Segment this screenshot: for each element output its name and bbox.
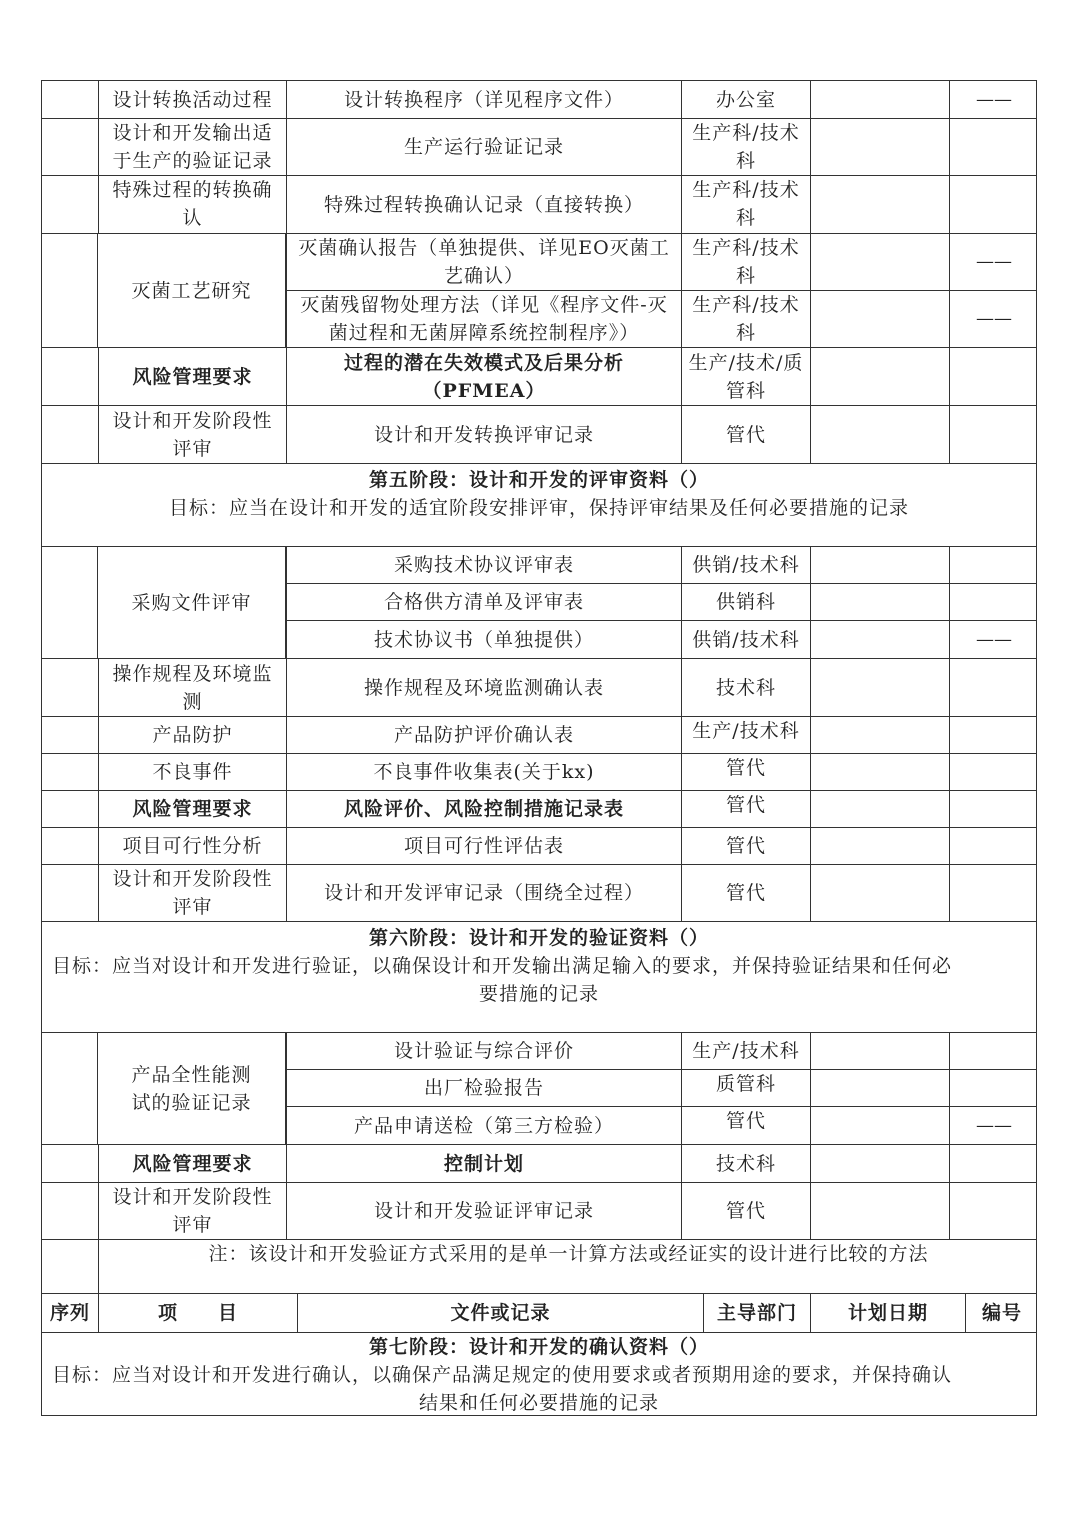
- header-dept: 主导部门: [703, 1294, 810, 1332]
- dept-cell: 供销/技术科: [681, 621, 810, 658]
- dept-cell: 生产/技术科: [681, 717, 810, 753]
- dept-cell: 生产科/技术科: [681, 119, 810, 175]
- table-row: [41, 827, 1037, 864]
- performance-item-cell: 产品全性能测试的验证记录: [97, 1033, 286, 1144]
- table-row: [41, 864, 1037, 921]
- no-cell: [949, 1033, 1038, 1069]
- date-cell: [810, 406, 949, 463]
- doc-cell: 合格供方清单及评审表: [286, 584, 681, 620]
- dept-cell: 生产/技术/质管科: [681, 348, 810, 405]
- stage-7-goal-cont: 结果和任何必要措施的记录: [418, 1392, 659, 1414]
- doc-cell: 操作规程及环境监测确认表: [286, 659, 681, 716]
- doc-cell: 特殊过程转换确认记录（直接转换）: [286, 176, 681, 233]
- header-doc: 文件或记录: [297, 1294, 703, 1332]
- dept-cell: 办公室: [681, 81, 810, 118]
- item-cell: 设计转换活动过程: [98, 81, 286, 118]
- item-cell: 设计和开发阶段性评审: [98, 406, 286, 463]
- purchase-group: [41, 546, 1037, 658]
- stage-5-goal: 目标：应当在设计和开发的适宜阶段安排评审，保持评审结果及任何必要措施的记录: [168, 497, 909, 519]
- header-item: 项 目: [98, 1294, 297, 1332]
- table-row: [41, 405, 1037, 463]
- item-cell: 项目可行性分析: [98, 828, 286, 864]
- date-cell: [810, 584, 949, 620]
- date-cell: [810, 754, 949, 790]
- doc-cell: 设计和开发转换评审记录: [286, 406, 681, 463]
- dept-cell: 生产科/技术科: [681, 176, 810, 233]
- no-cell: [949, 754, 1038, 790]
- date-cell: [810, 791, 949, 827]
- item-cell: 设计和开发阶段性评审: [98, 865, 286, 921]
- no-cell: [949, 119, 1038, 175]
- table-row: [41, 80, 1037, 118]
- item-cell: 风险管理要求: [98, 348, 286, 405]
- date-cell: [810, 717, 949, 753]
- stage-5-section: [41, 463, 1037, 546]
- dept-cell: 质管科: [681, 1070, 810, 1106]
- doc-cell: 出厂检验报告: [286, 1070, 681, 1106]
- no-cell: [949, 828, 1038, 864]
- dept-cell: 供销/技术科: [681, 547, 810, 583]
- table-row: [41, 175, 1037, 233]
- doc-cell: 灭菌残留物处理方法（详见《程序文件-灭菌过程和无菌屏障系统控制程序》）: [286, 291, 681, 347]
- no-cell: [949, 547, 1038, 583]
- table-row: [41, 1182, 1037, 1239]
- date-cell: [810, 1107, 949, 1144]
- date-cell: [810, 176, 949, 233]
- doc-cell: 生产运行验证记录: [286, 119, 681, 175]
- header-no: 编号: [965, 1294, 1038, 1332]
- date-cell: [810, 291, 949, 347]
- no-cell: [949, 176, 1038, 233]
- no-cell: [949, 659, 1038, 716]
- doc-cell: 过程的潜在失效模式及后果分析（PFMEA）: [286, 348, 681, 405]
- sterile-item-cell: 灭菌工艺研究: [97, 234, 286, 347]
- item-cell: 特殊过程的转换确认: [98, 176, 286, 233]
- dept-cell: 生产/技术科: [681, 1033, 810, 1069]
- item-cell: 风险管理要求: [98, 1145, 286, 1182]
- no-cell: ——: [949, 291, 1038, 347]
- dept-cell: 管代: [681, 828, 810, 864]
- sterile-group: [41, 233, 1037, 347]
- doc-cell: 设计和开发验证评审记录: [286, 1183, 681, 1239]
- dept-cell: 管代: [681, 754, 810, 790]
- date-cell: [810, 1033, 949, 1069]
- date-cell: [810, 621, 949, 658]
- doc-cell: 项目可行性评估表: [286, 828, 681, 864]
- dept-cell: 管代: [681, 406, 810, 463]
- stage-6-goal: 目标：应当对设计和开发进行验证，以确保设计和开发输出满足输入的要求，并保持验证结果和任何必: [52, 955, 953, 977]
- item-cell: 产品防护: [98, 717, 286, 753]
- dept-cell: 供销科: [681, 584, 810, 620]
- document-table: [41, 80, 1037, 1416]
- item-cell: 操作规程及环境监测: [98, 659, 286, 716]
- date-cell: [810, 1070, 949, 1106]
- dept-cell: 管代: [681, 865, 810, 921]
- dept-cell: 管代: [681, 1183, 810, 1239]
- table-row: [41, 1144, 1037, 1182]
- table-header-row: [41, 1293, 1037, 1332]
- item-cell: 设计和开发阶段性评审: [98, 1183, 286, 1239]
- doc-cell: 技术协议书（单独提供）: [286, 621, 681, 658]
- no-cell: [949, 791, 1038, 827]
- item-cell: 风险管理要求: [98, 791, 286, 827]
- date-cell: [810, 828, 949, 864]
- verification-note: 注：该设计和开发验证方式采用的是单一计算方法或经证实的设计进行比较的方法: [98, 1240, 1038, 1293]
- dept-cell: 技术科: [681, 1145, 810, 1182]
- stage-5-title: 第五阶段：设计和开发的评审资料（）: [368, 469, 709, 491]
- doc-cell: 产品申请送检（第三方检验）: [286, 1107, 681, 1144]
- date-cell: [810, 659, 949, 716]
- table-row: [41, 716, 1037, 753]
- no-cell: ——: [949, 234, 1038, 290]
- stage-6-section: [41, 921, 1037, 1032]
- no-cell: [949, 584, 1038, 620]
- table-row: [41, 658, 1037, 716]
- no-cell: [949, 1183, 1038, 1239]
- dept-cell: 生产科/技术科: [681, 234, 810, 290]
- performance-group: [41, 1032, 1037, 1144]
- purchase-item-cell: 采购文件评审: [97, 547, 286, 658]
- header-date: 计划日期: [810, 1294, 965, 1332]
- dept-cell: 生产科/技术科: [681, 291, 810, 347]
- date-cell: [810, 348, 949, 405]
- no-cell: [949, 348, 1038, 405]
- date-cell: [810, 119, 949, 175]
- table-row: [41, 790, 1037, 827]
- no-cell: [949, 1070, 1038, 1106]
- stage-6-goal-cont: 要措施的记录: [478, 983, 599, 1005]
- table-row: [41, 118, 1037, 175]
- doc-cell: 风险评价、风险控制措施记录表: [286, 791, 681, 827]
- doc-cell: 控制计划: [286, 1145, 681, 1182]
- date-cell: [810, 81, 949, 118]
- doc-cell: 设计和开发评审记录（围绕全过程）: [286, 865, 681, 921]
- doc-cell: 设计验证与综合评价: [286, 1033, 681, 1069]
- no-cell: ——: [949, 621, 1038, 658]
- dept-cell: 技术科: [681, 659, 810, 716]
- no-cell: ——: [949, 1107, 1038, 1144]
- item-cell: 不良事件: [98, 754, 286, 790]
- no-cell: [949, 406, 1038, 463]
- doc-cell: 不良事件收集表(关于kx): [286, 754, 681, 790]
- doc-cell: 灭菌确认报告（单独提供、详见EO灭菌工艺确认）: [286, 234, 681, 290]
- doc-cell: 设计转换程序（详见程序文件）: [286, 81, 681, 118]
- stage-7-title: 第七阶段：设计和开发的确认资料（）: [368, 1336, 709, 1358]
- stage-6-title: 第六阶段：设计和开发的验证资料（）: [368, 927, 709, 949]
- date-cell: [810, 547, 949, 583]
- table-row: [41, 753, 1037, 790]
- date-cell: [810, 865, 949, 921]
- note-row: [41, 1239, 1037, 1293]
- stage-7-section: [41, 1332, 1037, 1416]
- date-cell: [810, 1145, 949, 1182]
- no-cell: [949, 865, 1038, 921]
- stage-7-goal: 目标：应当对设计和开发进行确认，以确保产品满足规定的使用要求或者预期用途的要求，并保持确认: [52, 1364, 953, 1386]
- doc-cell: 产品防护评价确认表: [286, 717, 681, 753]
- date-cell: [810, 1183, 949, 1239]
- no-cell: [949, 717, 1038, 753]
- no-cell: [949, 1145, 1038, 1182]
- no-cell: ——: [949, 81, 1038, 118]
- item-cell: 设计和开发输出适于生产的验证记录: [98, 119, 286, 175]
- date-cell: [810, 234, 949, 290]
- table-row: [41, 347, 1037, 405]
- header-seq: 序列: [49, 1302, 90, 1324]
- dept-cell: 管代: [681, 791, 810, 827]
- dept-cell: 管代: [681, 1107, 810, 1144]
- doc-cell: 采购技术协议评审表: [286, 547, 681, 583]
